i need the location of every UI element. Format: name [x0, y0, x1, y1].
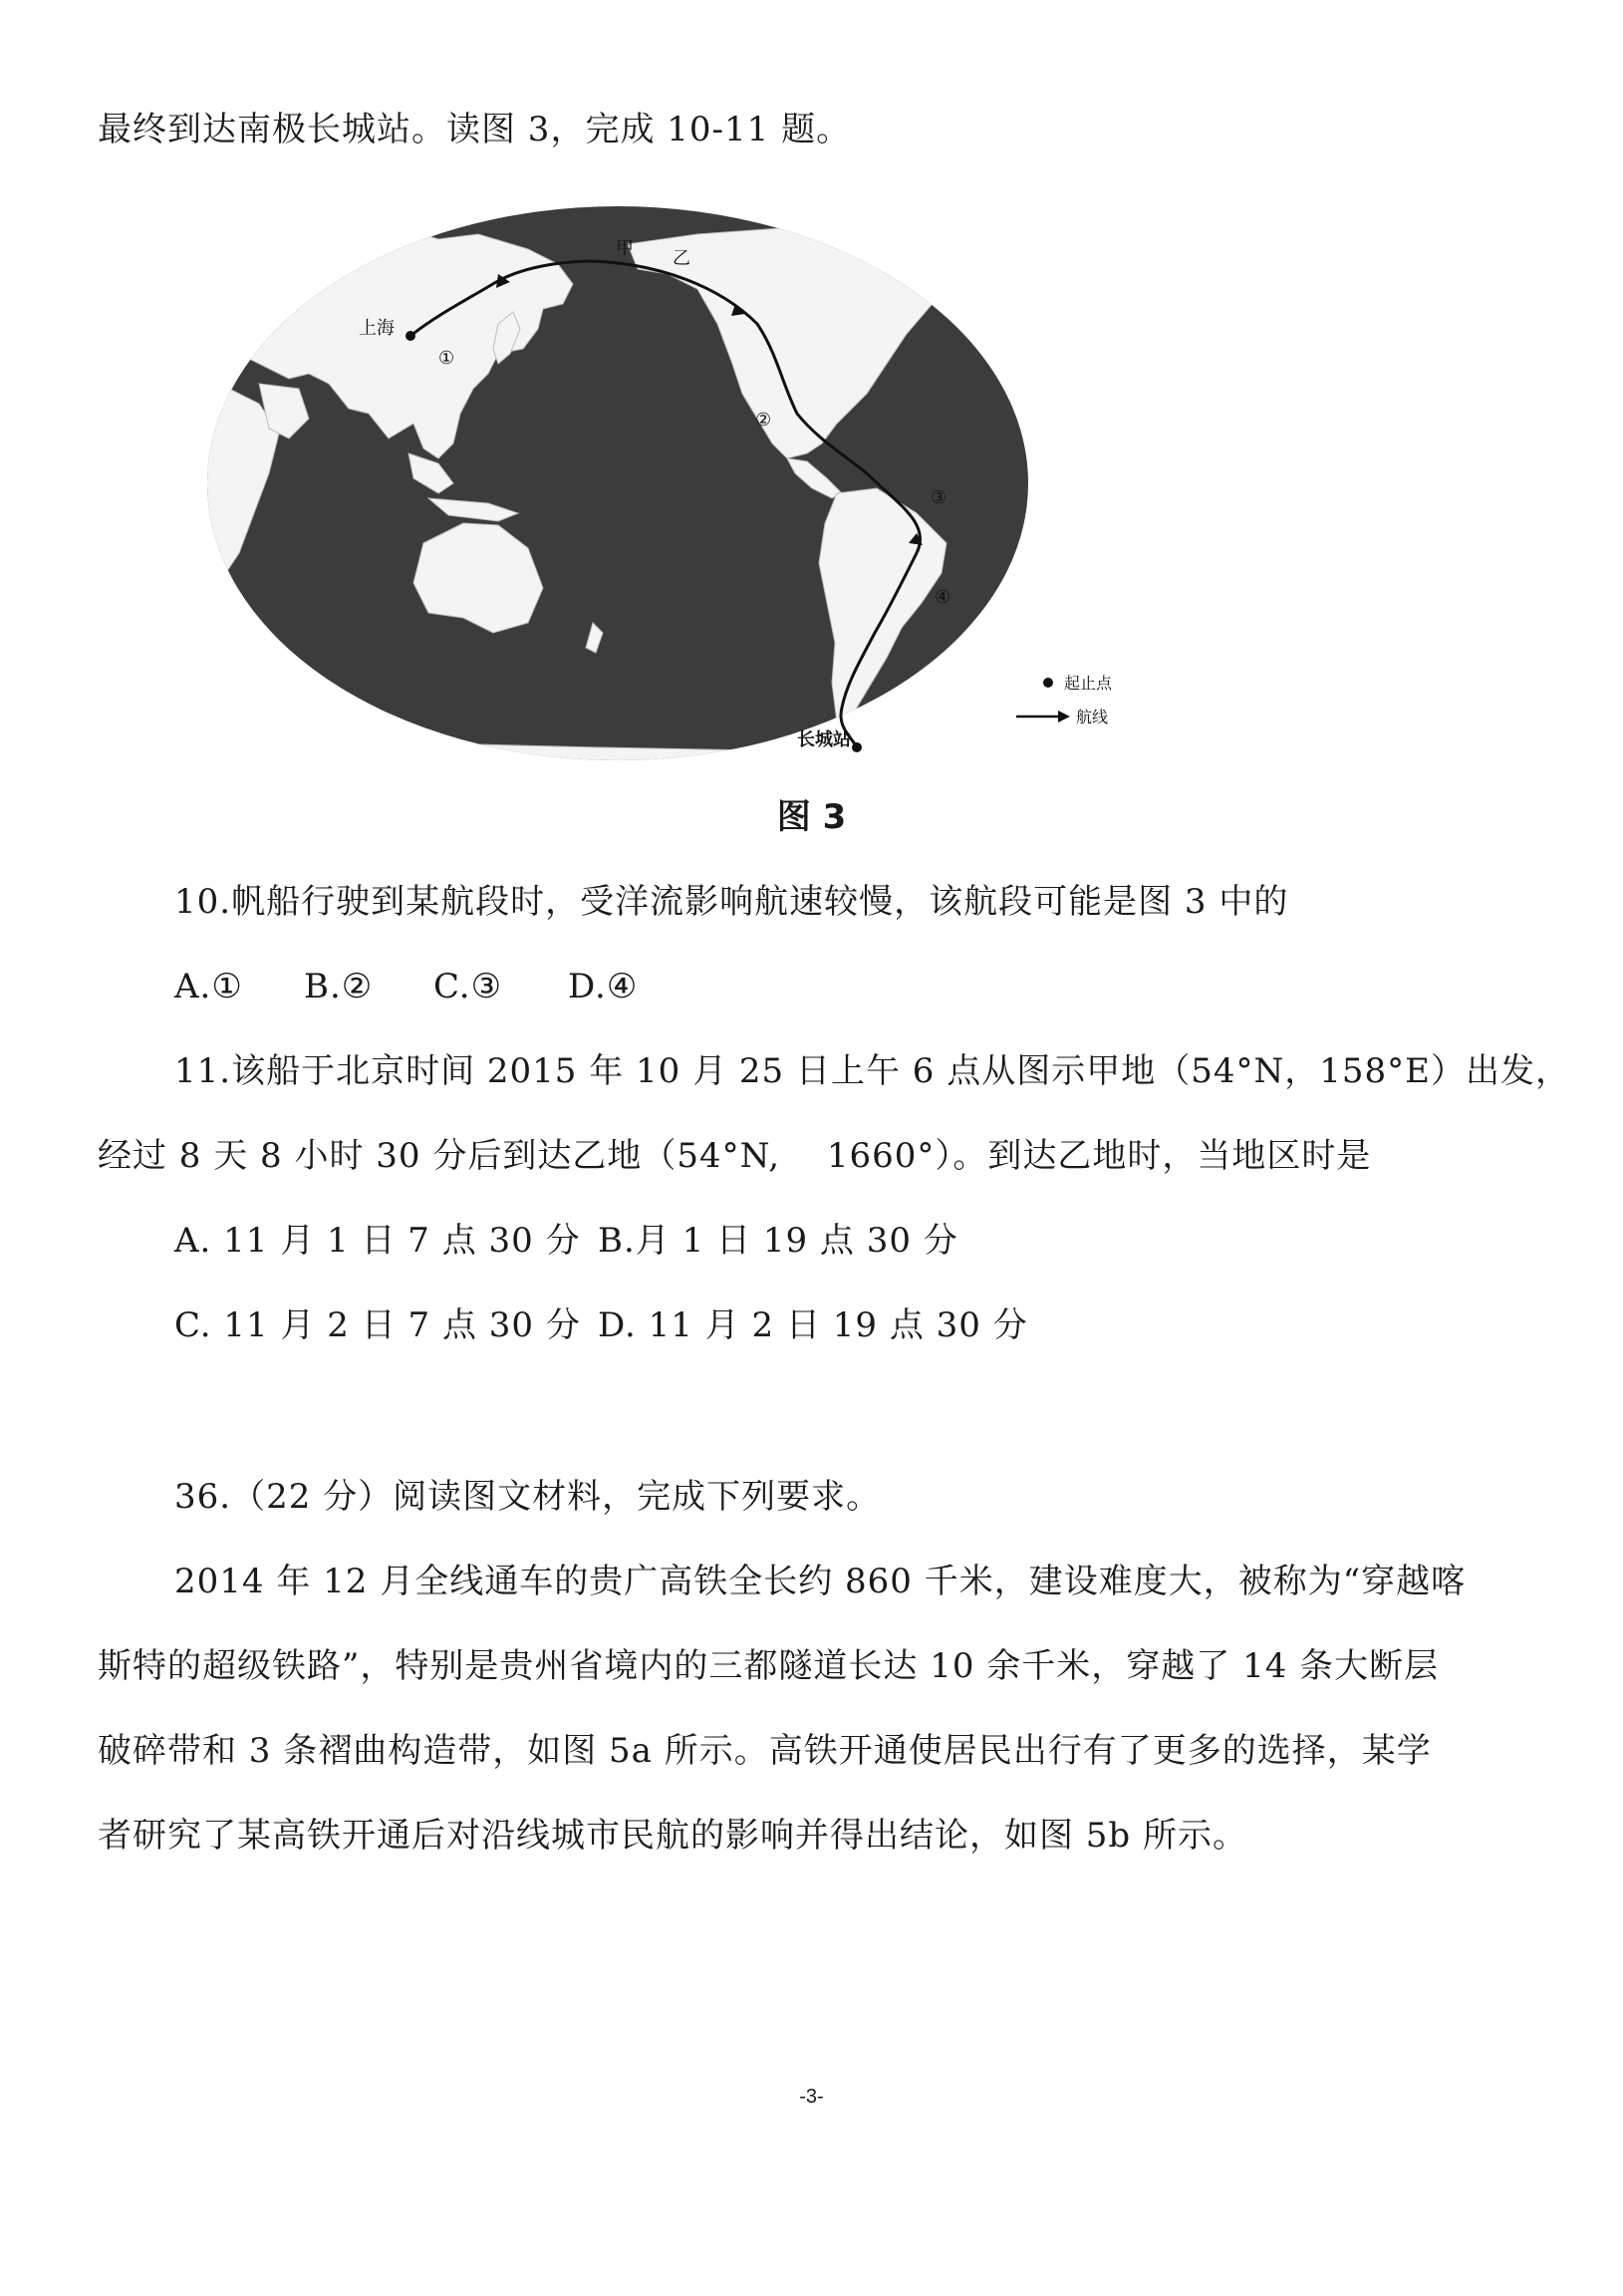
q10-option-b: B.②: [304, 967, 374, 1006]
label-changcheng: 长城站: [797, 729, 851, 750]
legend-route-label: 航线: [1076, 708, 1109, 726]
q36-para-line3: 破碎带和 3 条褶曲构造带，如图 5a 所示。高铁开通使居民出行有了更多的选择，某学: [98, 1731, 1432, 1771]
greenland-landmass: [937, 219, 1046, 284]
q10-stem: 10.帆船行驶到某航段时，受洋流影响航速较慢，该航段可能是图 3 中的: [174, 882, 1289, 922]
shanghai-point: [406, 331, 415, 341]
label-seg2: ②: [755, 410, 772, 430]
q11-option-a: A. 11 月 1 日 7 点 30 分: [174, 1221, 581, 1261]
q10-option-a: A.①: [174, 967, 243, 1006]
q10-option-c: C.③: [433, 967, 503, 1006]
label-shanghai: 上海: [359, 318, 395, 339]
figure-caption: 图 3: [776, 797, 847, 837]
label-seg4: ④: [935, 587, 951, 608]
q11-stem-line2: 经过 8 天 8 小时 30 分后到达乙地（54°N, 1660°）。到达乙地时，当地区时是: [98, 1136, 1372, 1176]
q11-option-c: C. 11 月 2 日 7 点 30 分: [174, 1305, 581, 1345]
label-seg3: ③: [931, 487, 947, 508]
legend-endpoint-label: 起止点: [1064, 674, 1113, 693]
intro-line: 最终到达南极长城站。读图 3，完成 10-11 题。: [98, 110, 852, 149]
q11-stem-line1: 11.该船于北京时间 2015 年 10 月 25 日上午 6 点从图示甲地（54°N，158°E）出发，: [174, 1051, 1570, 1091]
page-number: -3-: [799, 2086, 824, 2108]
q11-option-d: D. 11 月 2 日 19 点 30 分: [598, 1305, 1028, 1345]
label-seg1: ①: [438, 348, 455, 369]
q36-para-line2: 斯特的超级铁路”，特别是贵州省境内的三都隧道长达 10 余千米，穿越了 14 条大断层: [98, 1646, 1440, 1686]
changcheng-point: [852, 742, 862, 752]
label-yi: 乙: [673, 248, 690, 269]
q36-header: 36.（22 分）阅读图文材料，完成下列要求。: [174, 1477, 882, 1517]
q36-para-line4: 者研究了某高铁开通后对沿线城市民航的影响并得出结论，如图 5b 所示。: [98, 1816, 1248, 1856]
q36-para-line1: 2014 年 12 月全线通车的贵广高铁全长约 860 千米，建设难度大，被称为“穿越喀: [174, 1562, 1467, 1601]
world-map: [199, 204, 1116, 777]
world-map-figure: [199, 204, 1116, 777]
legend-endpoint-marker: [1043, 678, 1053, 688]
legend-route-arrow: [1058, 711, 1070, 722]
q10-option-d: D.④: [568, 967, 639, 1006]
q11-option-b: B.月 1 日 19 点 30 分: [598, 1221, 958, 1261]
label-jia: 甲: [616, 238, 634, 259]
